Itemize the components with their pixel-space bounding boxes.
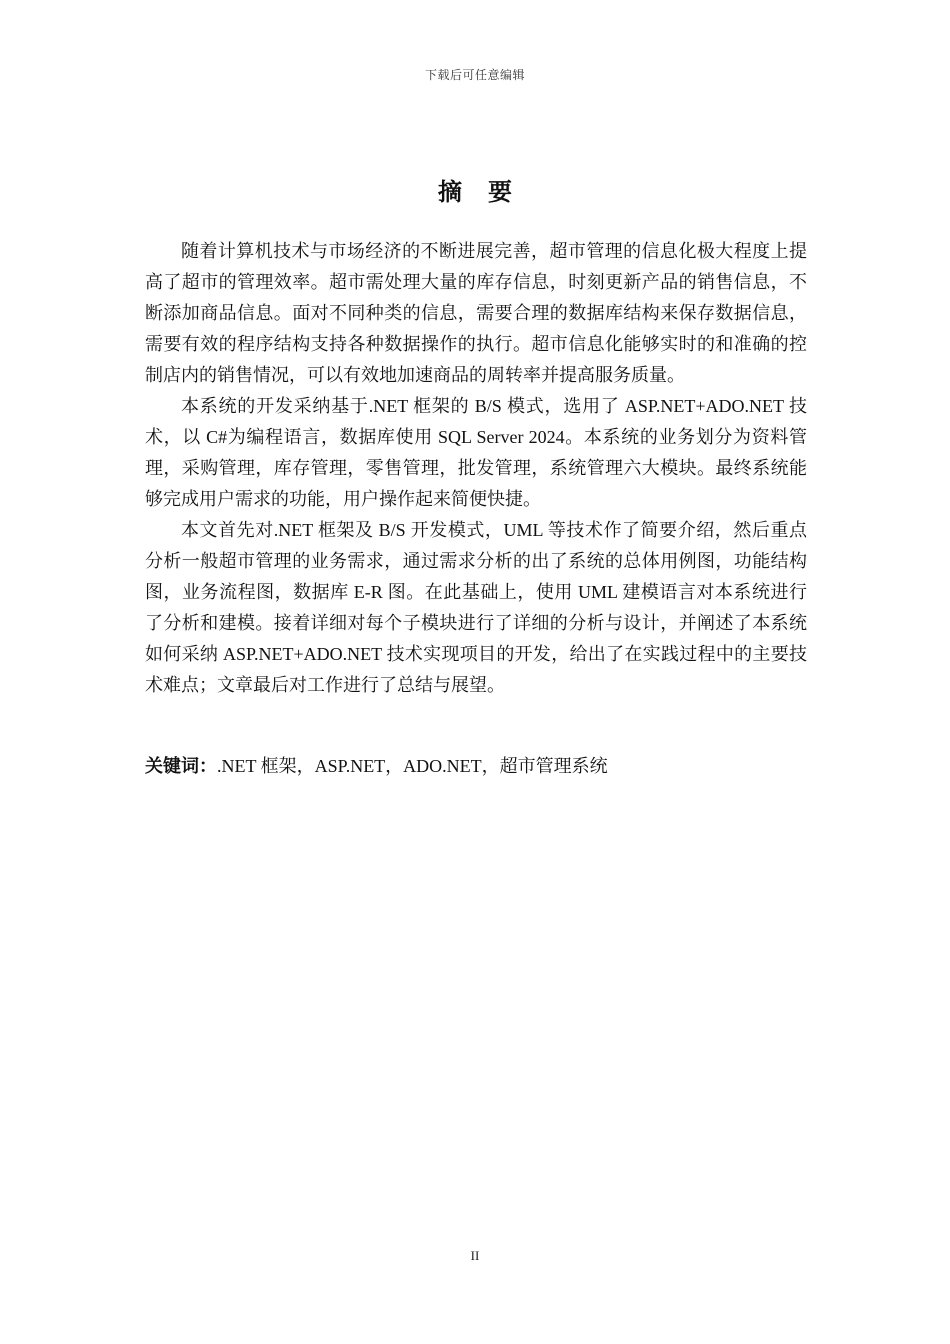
keywords-line [145,752,807,781]
header-note: 下载后可任意编辑 [424,68,525,82]
abstract-body [145,236,807,701]
page-title: 摘要 [438,178,538,206]
abstract-paragraph-2: 本系统的开发采纳基于.NET 框架的 B/S 模式，选用了 ASP.NET+ADO.NET 技术，以 C#为编程语言，数据库使用 SQL Server 2024。本系统的业务划分为资料管理，采购管理，库存管理，零售管理，批发管理，系统管理六大模块。最终系统能够完成用户需求的功能，用户操作起来简便快捷。 [145,396,807,509]
abstract-paragraph-3: 本文首先对.NET 框架及 B/S 开发模式，UML 等技术作了简要介绍，然后重点分析一般超市管理的业务需求，通过需求分析的出了系统的总体用例图，功能结构图，业务流程图，数据库 E-R 图。在此基础上，使用 UML 建模语言对本系统进行了分析和建模。接着详细对每个子模块进行了详细的分析与设计，并阐述了本系统如何采纳 ASP.NET+ADO.NET 技术实现项目的开发，给出了在实践过程中的主要技术难点；文章最后对工作进行了总结与展望。 [145,520,807,695]
page-number: II [470,1248,480,1263]
abstract-paragraph-1: 随着计算机技术与市场经济的不断进展完善，超市管理的信息化极大程度上提高了超市的管理效率。超市需处理大量的库存信息，时刻更新产品的销售信息，不断添加商品信息。面对不同种类的信息，需要合理的数据库结构来保存数据信息，需要有效的程序结构支持各种数据操作的执行。超市信息化能够实时的和准确的控制店内的销售情况，可以有效地加速商品的周转率并提高服务质量。 [145,241,807,385]
keywords-text: .NET 框架，ASP.NET，ADO.NET，超市管理系统 [217,756,608,776]
keywords-label: 关键词： [145,756,217,777]
